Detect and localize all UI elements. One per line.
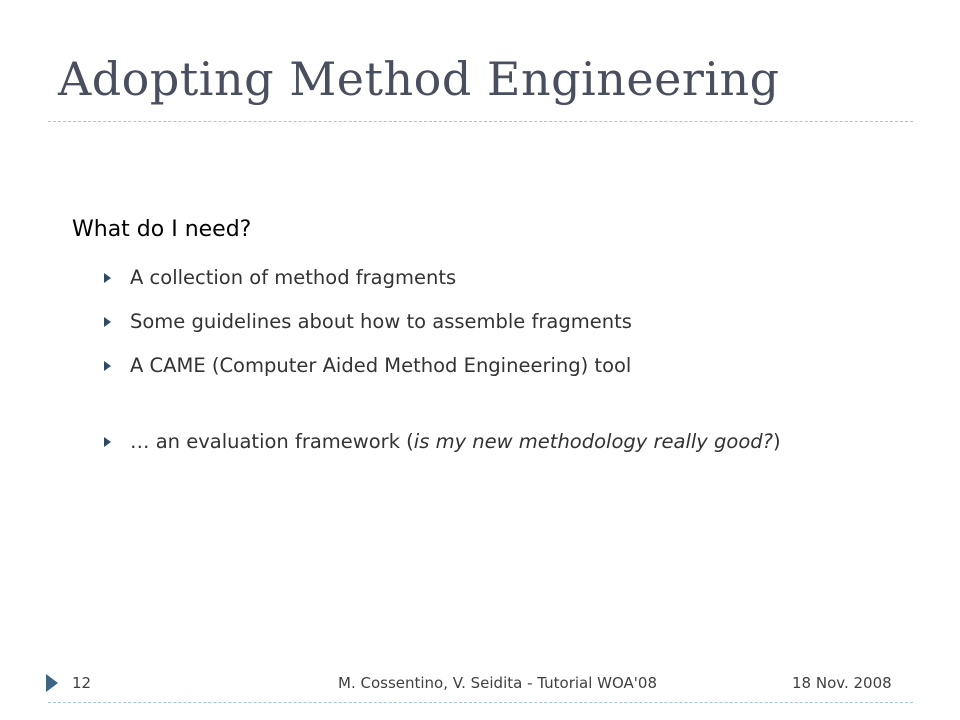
- bullet-text: Some guidelines about how to assemble fragments: [130, 310, 632, 333]
- slide-body: [72, 214, 912, 470]
- footer-arrow-icon: [46, 674, 58, 692]
- bullet-arrow-icon: [104, 437, 111, 447]
- bullet-item: [104, 426, 912, 458]
- bullet-item: [104, 350, 912, 382]
- bullet-item: [104, 262, 912, 294]
- bullet-text: A CAME (Computer Aided Method Engineering) tool: [130, 354, 632, 377]
- bullet-arrow-icon: [104, 361, 111, 371]
- bullet-arrow-icon: [104, 273, 111, 283]
- bullet-item: [104, 306, 912, 338]
- bullet-text-suffix: ): [773, 430, 781, 453]
- footer-author: M. Cossentino, V. Seidita - Tutorial WOA'08: [338, 674, 658, 692]
- section-heading: What do I need?: [72, 217, 252, 242]
- bullet-arrow-icon: [104, 317, 111, 327]
- bullet-text: A collection of method fragments: [130, 266, 457, 289]
- bullet-list: [72, 262, 912, 458]
- title-divider: [48, 121, 913, 122]
- page-number: 12: [72, 674, 92, 692]
- slide-title: Adopting Method Engineering: [58, 52, 780, 106]
- bullet-text-prefix: … an evaluation framework (: [130, 430, 414, 453]
- footer-date: 18 Nov. 2008: [792, 674, 892, 692]
- footer-divider: [48, 702, 913, 703]
- bullet-text-italic: is my new methodology really good?: [413, 430, 774, 453]
